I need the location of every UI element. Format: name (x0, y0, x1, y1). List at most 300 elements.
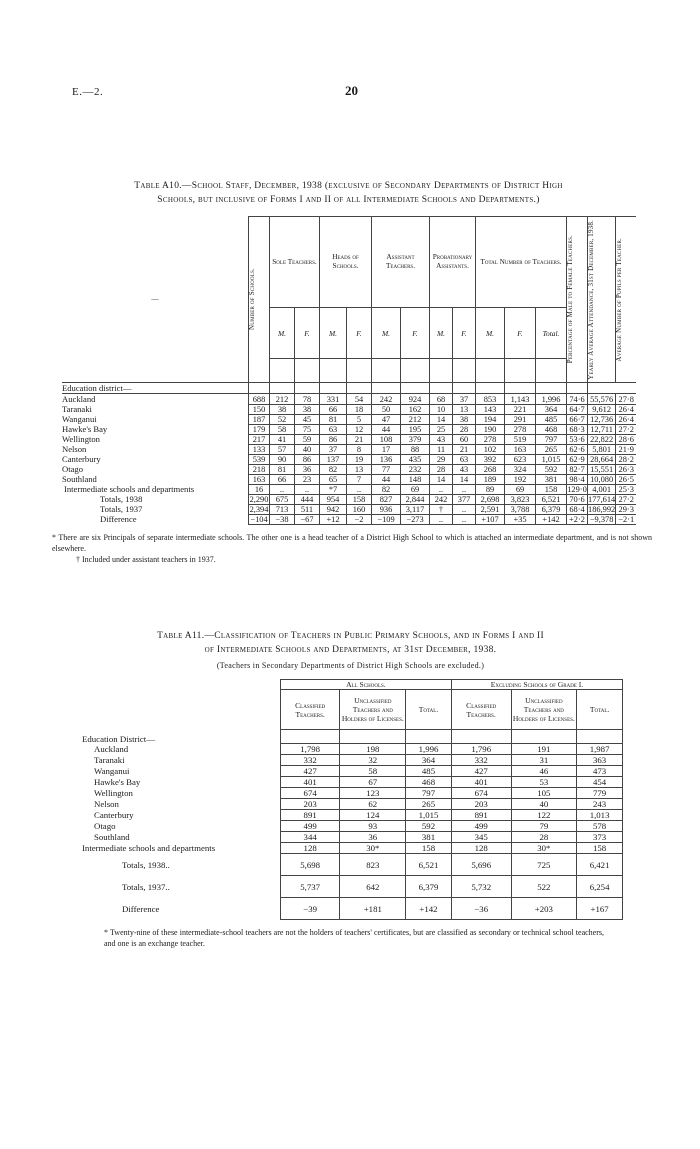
cell-total: +142 (536, 514, 567, 524)
table-a10 (62, 216, 636, 525)
table-total-row (62, 494, 636, 504)
cell-sole-f: 40 (295, 444, 320, 454)
cell-all-unclassified: 58 (340, 766, 406, 777)
cell-percentage: 66·7 (567, 414, 588, 424)
cell-schools: 217 (249, 434, 270, 444)
cell-total: 6,521 (536, 494, 567, 504)
cell-prob-m: 14 (430, 414, 453, 424)
cell-sole-f: −67 (295, 514, 320, 524)
cell-average: 27·8 (616, 394, 637, 405)
cell-sole-m: 713 (270, 504, 295, 514)
cell-asst-f: 435 (401, 454, 430, 464)
table-row (62, 434, 636, 444)
cell-ex-total: 243 (577, 799, 623, 810)
cell-total: 797 (536, 434, 567, 444)
section-label-education-district: Education district— (62, 383, 249, 394)
cell-ex-classified: 5,732 (451, 876, 511, 898)
cell-sole-f: 23 (295, 474, 320, 484)
cell-asst-m: 108 (372, 434, 401, 444)
empty-cell (511, 730, 577, 744)
cell-percentage: 68·4 (567, 504, 588, 514)
col-ex-unclassified: Unclassified Teachers and Holders of Licenses. (511, 690, 577, 730)
cell-all-classified: 5,698 (280, 854, 340, 876)
cell-prob-f: 14 (453, 474, 476, 484)
cell-asst-m: 242 (372, 394, 401, 405)
cell-heads-m: 331 (320, 394, 347, 405)
row-district-label: Otago (62, 464, 249, 474)
cell-prob-m: 68 (430, 394, 453, 405)
cell-schools: 133 (249, 444, 270, 454)
cell-prob-f: 37 (453, 394, 476, 405)
cell-asst-f: 212 (401, 414, 430, 424)
cell-heads-m: 63 (320, 424, 347, 434)
spacer-cell (372, 359, 401, 383)
table-a10-caption-line2: Schools, but inclusive of Forms I and II of all Intermediate Schools and Departments.) (157, 194, 540, 205)
cell-total-m: 190 (476, 424, 505, 434)
cell-all-classified: 401 (280, 777, 340, 788)
cell-ex-total: 6,254 (577, 876, 623, 898)
cell-heads-f: 18 (347, 404, 372, 414)
cell-prob-f: .. (453, 514, 476, 524)
cell-total: 468 (536, 424, 567, 434)
prob-f-header: F. (453, 307, 476, 358)
cell-sole-f: 444 (295, 494, 320, 504)
row-district-label: Southland (62, 474, 249, 484)
cell-sole-m: −38 (270, 514, 295, 524)
total-f-header: F. (505, 307, 536, 358)
cell-total: 592 (536, 464, 567, 474)
cell-asst-f: 69 (401, 484, 430, 494)
cell-prob-f: 60 (453, 434, 476, 444)
row-district-label: Wanganui (62, 414, 249, 424)
row-district-label: Hawke's Bay (94, 777, 141, 788)
cell-sole-m: 90 (270, 454, 295, 464)
cell-ex-classified: 5,696 (451, 854, 511, 876)
empty-cell (347, 383, 372, 394)
cell-percentage: 70·6 (567, 494, 588, 504)
cell-attendance: 12,736 (588, 414, 616, 424)
row-total-label: Totals, 1937 (62, 504, 249, 514)
cell-asst-m: 47 (372, 414, 401, 424)
row-district-label: Southland (94, 832, 130, 843)
cell-ex-classified: 401 (451, 777, 511, 788)
cell-prob-m: 43 (430, 434, 453, 444)
cell-asst-f: −273 (401, 514, 430, 524)
cell-all-unclassified: 198 (340, 744, 406, 755)
col-probationary-assistants: Probationary Assistants. (430, 216, 476, 307)
row-district-label: Wellington (62, 434, 249, 444)
table-a11-caption-line2: of Intermediate Schools and Departments, at 31st December, 1938. (204, 644, 497, 655)
cell-total: 1,996 (536, 394, 567, 405)
cell-all-total: 158 (406, 843, 452, 854)
cell-percentage: 82·7 (567, 464, 588, 474)
cell-asst-f: 3,117 (401, 504, 430, 514)
cell-ex-unclassified: 191 (511, 744, 577, 755)
cell-ex-unclassified: 40 (511, 799, 577, 810)
spacer-cell (476, 359, 505, 383)
cell-all-unclassified: +181 (340, 898, 406, 920)
table-row (62, 394, 636, 405)
empty-cell (588, 383, 616, 394)
cell-attendance: 5,801 (588, 444, 616, 454)
cell-asst-f: 2,844 (401, 494, 430, 504)
cell-all-classified: 344 (280, 832, 340, 843)
cell-all-classified: 1,798 (280, 744, 340, 755)
cell-total-m: 2,591 (476, 504, 505, 514)
cell-attendance: 12,711 (588, 424, 616, 434)
spacer-cell (295, 359, 320, 383)
table-a11-section-row (78, 730, 623, 744)
cell-average: 29·3 (616, 504, 637, 514)
row-difference-label: Difference (122, 903, 160, 914)
cell-all-total: 797 (406, 788, 452, 799)
empty-cell (567, 383, 588, 394)
cell-attendance: 22,822 (588, 434, 616, 444)
asst-f-header: F. (401, 307, 430, 358)
spacer-cell (505, 359, 536, 383)
col-total-number-of-teachers: Total Number of Teachers. (476, 216, 567, 307)
col-percentage-male-female (567, 216, 588, 383)
cell-all-classified: 427 (280, 766, 340, 777)
cell-all-unclassified: 62 (340, 799, 406, 810)
cell-ex-total: 473 (577, 766, 623, 777)
cell-all-total: 1,015 (406, 810, 452, 821)
cell-sole-f: 75 (295, 424, 320, 434)
cell-average: 26·4 (616, 404, 637, 414)
cell-total: 158 (536, 484, 567, 494)
cell-total-m: 102 (476, 444, 505, 454)
row-district-label: Nelson (62, 444, 249, 454)
table-a10-caption-line1: Table A10.—School Staff, December, 1938 (exclusive of Secondary Departments of District High (134, 181, 563, 191)
cell-sole-f: 78 (295, 394, 320, 405)
cell-ex-classified: 332 (451, 755, 511, 766)
row-total-label: Totals, 1938 (62, 494, 249, 504)
table-a10-footnote-2: † Included under assistant teachers in 1937. (76, 555, 216, 565)
cell-total-f: 623 (505, 454, 536, 464)
table-row (78, 766, 623, 777)
cell-prob-m: .. (430, 514, 453, 524)
cell-average: 27·2 (616, 494, 637, 504)
cell-ex-unclassified: 28 (511, 832, 577, 843)
cell-schools: 163 (249, 474, 270, 484)
spacer-cell (320, 359, 347, 383)
cell-heads-f: 158 (347, 494, 372, 504)
col-all-classified: Classified Teachers. (280, 690, 340, 730)
cell-ex-unclassified: 105 (511, 788, 577, 799)
cell-prob-f: .. (453, 504, 476, 514)
cell-all-classified: 5,737 (280, 876, 340, 898)
table-total-row (78, 876, 623, 898)
cell-total-m: 189 (476, 474, 505, 484)
table-a10-section-row (62, 383, 636, 394)
table-a11-corner-cell (78, 680, 280, 730)
row-district-label: Hawke's Bay (62, 424, 249, 434)
cell-average: 25·3 (616, 484, 637, 494)
cell-all-unclassified: 93 (340, 821, 406, 832)
cell-all-total: +142 (406, 898, 452, 920)
cell-total-f: 163 (505, 444, 536, 454)
cell-heads-m: +12 (320, 514, 347, 524)
cell-asst-m: 17 (372, 444, 401, 454)
cell-ex-total: 454 (577, 777, 623, 788)
cell-heads-f: 7 (347, 474, 372, 484)
empty-cell (401, 383, 430, 394)
cell-asst-m: 936 (372, 504, 401, 514)
cell-attendance: 186,992 (588, 504, 616, 514)
cell-total-m: 853 (476, 394, 505, 405)
cell-total-m: 268 (476, 464, 505, 474)
table-row (78, 843, 623, 854)
table-a11 (78, 679, 623, 920)
cell-heads-m: *7 (320, 484, 347, 494)
cell-sole-m: .. (270, 484, 295, 494)
sole-m-header: M. (270, 307, 295, 358)
empty-cell (505, 383, 536, 394)
cell-all-total: 6,521 (406, 854, 452, 876)
cell-ex-total: 363 (577, 755, 623, 766)
cell-heads-m: 954 (320, 494, 347, 504)
cell-total-m: 392 (476, 454, 505, 464)
table-row (78, 755, 623, 766)
cell-ex-total: 6,421 (577, 854, 623, 876)
cell-heads-f: .. (347, 484, 372, 494)
heads-m-header: M. (320, 307, 347, 358)
cell-prob-m: † (430, 504, 453, 514)
cell-all-classified: 332 (280, 755, 340, 766)
cell-prob-f: 43 (453, 464, 476, 474)
cell-ex-unclassified: 522 (511, 876, 577, 898)
table-row (78, 744, 623, 755)
cell-asst-f: 379 (401, 434, 430, 444)
cell-total: 381 (536, 474, 567, 484)
cell-prob-f: 38 (453, 414, 476, 424)
cell-ex-unclassified: 122 (511, 810, 577, 821)
spacer-cell (453, 359, 476, 383)
cell-total-f: 221 (505, 404, 536, 414)
col-average-number-of-pupils-label: Average Number of Pupils per Teacher. (615, 237, 624, 362)
cell-ex-classified: 1,796 (451, 744, 511, 755)
cell-percentage: 98·4 (567, 474, 588, 484)
empty-cell (453, 383, 476, 394)
spacer-cell (401, 359, 430, 383)
cell-ex-total: 578 (577, 821, 623, 832)
empty-cell (476, 383, 505, 394)
cell-all-total: 6,379 (406, 876, 452, 898)
cell-average: 27·2 (616, 424, 637, 434)
spacer-cell (430, 359, 453, 383)
cell-prob-m: 29 (430, 454, 453, 464)
table-a10-caption (36, 180, 661, 208)
cell-all-classified: 499 (280, 821, 340, 832)
cell-average: 28·6 (616, 434, 637, 444)
cell-prob-m: 14 (430, 474, 453, 484)
cell-all-total: 265 (406, 799, 452, 810)
table-total-row (78, 854, 623, 876)
empty-cell (280, 730, 340, 744)
table-a10-footnote-1: * There are six Principals of separate intermediate schools. The other one is a head teacher of a District High School to which is attached an intermediate department, and is not shown elsewhere. (52, 532, 652, 553)
cell-asst-m: 827 (372, 494, 401, 504)
table-row (78, 777, 623, 788)
cell-sole-f: 86 (295, 454, 320, 464)
cell-all-classified: 203 (280, 799, 340, 810)
cell-attendance: 28,664 (588, 454, 616, 464)
cell-percentage: 129·0 (567, 484, 587, 494)
cell-sole-m: 58 (270, 424, 295, 434)
cell-all-total: 364 (406, 755, 452, 766)
cell-prob-f: 21 (453, 444, 476, 454)
cell-prob-m: 25 (430, 424, 453, 434)
cell-percentage: +2·2 (567, 514, 588, 524)
cell-total-f: 69 (505, 484, 536, 494)
cell-ex-unclassified: 725 (511, 854, 577, 876)
row-district-label: Nelson (94, 799, 119, 810)
col-all-total: Total. (406, 690, 452, 730)
cell-total-f: 3,823 (505, 494, 536, 504)
cell-all-total: 1,996 (406, 744, 452, 755)
cell-total-f: 1,143 (505, 394, 536, 405)
cell-asst-m: 44 (372, 424, 401, 434)
cell-total-f: 324 (505, 464, 536, 474)
cell-ex-total: +167 (577, 898, 623, 920)
table-row (62, 454, 636, 464)
cell-schools: 179 (249, 424, 270, 434)
table-a11-sub-caption: (Teachers in Secondary Departments of District High Schools are excluded.) (216, 660, 485, 670)
col-sole-teachers: Sole Teachers. (270, 216, 320, 307)
row-total-label: Totals, 1938.. (122, 859, 170, 870)
cell-sole-f: .. (295, 484, 320, 494)
cell-prob-m: 10 (430, 404, 453, 414)
cell-sole-f: 36 (295, 464, 320, 474)
row-district-label: Wanganui (94, 766, 130, 777)
cell-heads-m: 86 (320, 434, 347, 444)
row-district-label: Intermediate schools and departments (82, 843, 216, 854)
cell-ex-classified: 427 (451, 766, 511, 777)
table-row (62, 484, 636, 494)
cell-all-unclassified: 123 (340, 788, 406, 799)
cell-heads-f: −2 (347, 514, 372, 524)
cell-heads-f: 12 (347, 424, 372, 434)
cell-schools: 2,290 (249, 494, 269, 504)
cell-attendance: −9,378 (588, 514, 616, 524)
row-district-label: Wellington (94, 788, 133, 799)
row-district-label: Taranaki (62, 404, 249, 414)
empty-cell (451, 730, 511, 744)
cell-sole-m: 212 (270, 394, 295, 405)
spacer-cell (270, 359, 295, 383)
cell-all-classified: 128 (280, 843, 340, 854)
total-m-header: M. (476, 307, 505, 358)
cell-ex-total: 373 (577, 832, 623, 843)
cell-heads-f: 21 (347, 434, 372, 444)
cell-attendance: 9,612 (588, 404, 616, 414)
page-number: 20 (345, 83, 358, 98)
table-a10-block (30, 180, 670, 566)
cell-schools: 2,394 (249, 504, 269, 514)
cell-attendance: 10,080 (588, 474, 616, 484)
spacer-cell (536, 359, 567, 383)
col-ex-total: Total. (577, 690, 623, 730)
cell-average: −2·1 (616, 514, 637, 524)
cell-all-classified: 891 (280, 810, 340, 821)
col-heads-of-schools: Heads of Schools. (320, 216, 372, 307)
col-percentage-male-female-label: Percentage of Male to Female Teachers. (566, 235, 574, 364)
table-row (62, 404, 636, 414)
cell-total: 1,015 (536, 454, 567, 464)
cell-asst-f: 88 (401, 444, 430, 454)
cell-total-f: 519 (505, 434, 536, 444)
table-difference-row (78, 898, 623, 920)
cell-percentage: 68·3 (567, 424, 588, 434)
table-row (62, 474, 636, 484)
page-signature: E.—2. (72, 86, 104, 98)
cell-total-f: +35 (505, 514, 536, 524)
cell-schools: 539 (249, 454, 270, 464)
row-district-label: Canterbury (94, 810, 134, 821)
empty-cell (536, 383, 567, 394)
cell-sole-m: 81 (270, 464, 295, 474)
cell-asst-m: 77 (372, 464, 401, 474)
cell-heads-f: 5 (347, 414, 372, 424)
cell-heads-m: 137 (320, 454, 347, 464)
cell-all-unclassified: 124 (340, 810, 406, 821)
cell-heads-f: 54 (347, 394, 372, 405)
empty-cell (340, 730, 406, 744)
row-district-label: Auckland (94, 744, 129, 755)
cell-heads-f: 8 (347, 444, 372, 454)
cell-asst-m: −109 (372, 514, 401, 524)
cell-total-f: 3,788 (505, 504, 536, 514)
cell-ex-unclassified: 30* (511, 843, 577, 854)
cell-attendance: 4,001 (588, 484, 616, 494)
cell-average: 26·3 (616, 464, 637, 474)
cell-ex-unclassified: 46 (511, 766, 577, 777)
cell-all-unclassified: 36 (340, 832, 406, 843)
cell-sole-m: 38 (270, 404, 295, 414)
cell-percentage: 74·6 (567, 394, 588, 405)
cell-average: 21·9 (616, 444, 637, 454)
cell-asst-f: 195 (401, 424, 430, 434)
cell-asst-m: 44 (372, 474, 401, 484)
empty-cell (270, 383, 295, 394)
cell-all-total: 485 (406, 766, 452, 777)
col-average-number-of-pupils (616, 216, 637, 383)
cell-ex-total: 1,013 (577, 810, 623, 821)
cell-percentage: 62·6 (567, 444, 588, 454)
empty-cell (372, 383, 401, 394)
cell-total-f: 278 (505, 424, 536, 434)
cell-ex-classified: 891 (451, 810, 511, 821)
row-difference-label: Difference (62, 514, 249, 524)
cell-prob-f: 13 (453, 404, 476, 414)
table-row (78, 799, 623, 810)
cell-total-m: 194 (476, 414, 505, 424)
table-row (78, 810, 623, 821)
table-a10-dash-header: — (62, 216, 249, 383)
table-difference-row (62, 514, 636, 524)
col-yearly-average-attendance-label: Yearly Average Attendance, 31st December, 1938. (587, 219, 595, 380)
cell-heads-m: 65 (320, 474, 347, 484)
cell-ex-total: 158 (577, 843, 623, 854)
section-label-education-district: Education District— (82, 733, 156, 744)
table-a11-footnote: * Twenty-nine of these intermediate-school teachers are not the holders of teachers' certificates, but are classified as secondary or technical school teachers, and one is an exchange teacher. (104, 928, 604, 949)
cell-schools: 218 (249, 464, 270, 474)
table-a11-block (78, 630, 623, 950)
cell-ex-unclassified: 79 (511, 821, 577, 832)
cell-prob-f: 377 (453, 494, 476, 504)
row-district-label: Otago (94, 821, 116, 832)
cell-sole-f: 45 (295, 414, 320, 424)
asst-m-header: M. (372, 307, 401, 358)
